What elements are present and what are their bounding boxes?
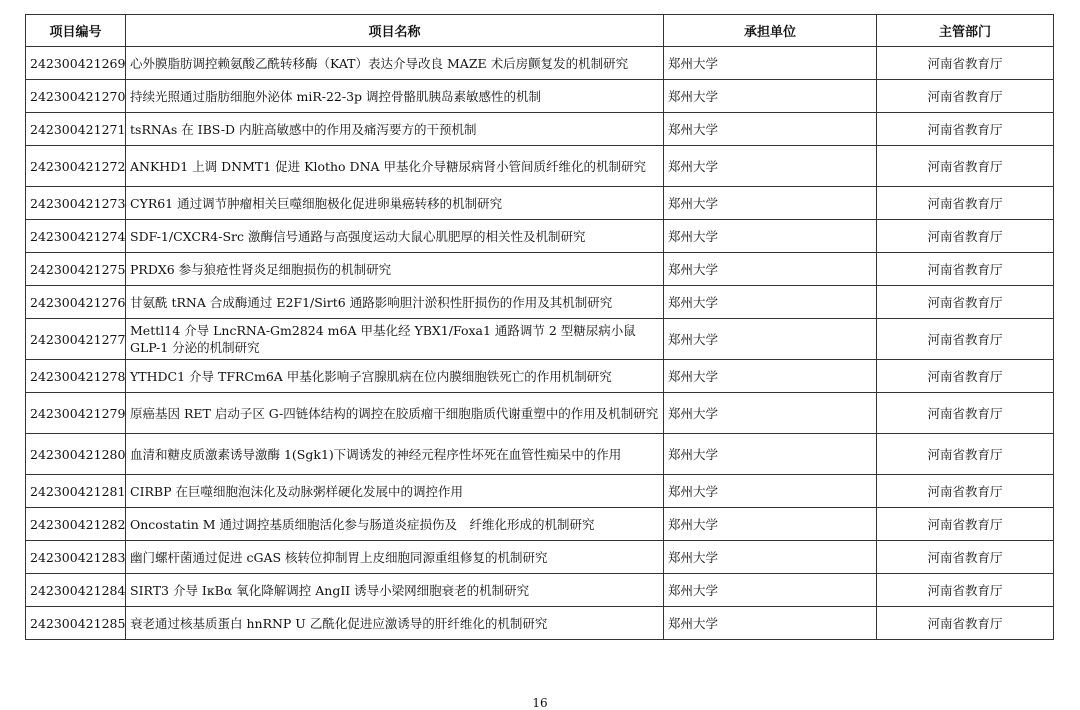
project-name: SDF-1/CXCR4-Src 激酶信号通路与高强度运动大鼠心肌肥厚的相关性及机制研究 xyxy=(126,220,664,253)
header-undertaking-unit: 承担单位 xyxy=(664,15,877,47)
project-code: 242300421273 xyxy=(26,187,126,220)
header-project-name: 项目名称 xyxy=(126,15,664,47)
header-project-code: 项目编号 xyxy=(26,15,126,47)
supervising-dept: 河南省教育厅 xyxy=(877,475,1054,508)
project-code: 242300421280 xyxy=(26,434,126,475)
project-name: 幽门螺杆菌通过促进 cGAS 核转位抑制胃上皮细胞同源重组修复的机制研究 xyxy=(126,541,664,574)
project-code: 242300421282 xyxy=(26,508,126,541)
table-row xyxy=(26,434,1054,475)
table-row xyxy=(26,146,1054,187)
undertaking-unit: 郑州大学 xyxy=(664,434,877,475)
project-code: 242300421279 xyxy=(26,393,126,434)
table-row xyxy=(26,187,1054,220)
project-name: 血清和糖皮质激素诱导激酶 1(Sgk1)下调诱发的神经元程序性坏死在血管性痴呆中的作用 xyxy=(126,434,664,475)
project-name: 衰老通过核基质蛋白 hnRNP U 乙酰化促进应激诱导的肝纤维化的机制研究 xyxy=(126,607,664,640)
table-row xyxy=(26,80,1054,113)
supervising-dept: 河南省教育厅 xyxy=(877,434,1054,475)
table-row xyxy=(26,253,1054,286)
project-code: 242300421272 xyxy=(26,146,126,187)
project-name: PRDX6 参与狼疮性肾炎足细胞损伤的机制研究 xyxy=(126,253,664,286)
table-row xyxy=(26,319,1054,360)
table-row xyxy=(26,393,1054,434)
supervising-dept: 河南省教育厅 xyxy=(877,607,1054,640)
project-name: SIRT3 介导 IκBα 氧化降解调控 AngII 诱导小梁网细胞衰老的机制研究 xyxy=(126,574,664,607)
project-code: 242300421276 xyxy=(26,286,126,319)
project-name: Oncostatin M 通过调控基质细胞活化参与肠道炎症损伤及 纤维化形成的机制研究 xyxy=(126,508,664,541)
project-code: 242300421278 xyxy=(26,360,126,393)
project-code: 242300421281 xyxy=(26,475,126,508)
table-row xyxy=(26,47,1054,80)
undertaking-unit: 郑州大学 xyxy=(664,574,877,607)
project-name: CYR61 通过调节肿瘤相关巨噬细胞极化促进卵巢癌转移的机制研究 xyxy=(126,187,664,220)
page-number: 16 xyxy=(532,696,548,710)
supervising-dept: 河南省教育厅 xyxy=(877,574,1054,607)
project-code: 242300421271 xyxy=(26,113,126,146)
supervising-dept: 河南省教育厅 xyxy=(877,286,1054,319)
undertaking-unit: 郑州大学 xyxy=(664,253,877,286)
project-name: tsRNAs 在 IBS-D 内脏高敏感中的作用及痛泻要方的干预机制 xyxy=(126,113,664,146)
project-code: 242300421275 xyxy=(26,253,126,286)
project-code: 242300421270 xyxy=(26,80,126,113)
undertaking-unit: 郑州大学 xyxy=(664,146,877,187)
undertaking-unit: 郑州大学 xyxy=(664,475,877,508)
table-row xyxy=(26,508,1054,541)
undertaking-unit: 郑州大学 xyxy=(664,319,877,360)
project-code: 242300421284 xyxy=(26,574,126,607)
project-table xyxy=(25,14,1054,640)
table-row xyxy=(26,113,1054,146)
table-row xyxy=(26,607,1054,640)
undertaking-unit: 郑州大学 xyxy=(664,113,877,146)
supervising-dept: 河南省教育厅 xyxy=(877,393,1054,434)
supervising-dept: 河南省教育厅 xyxy=(877,253,1054,286)
header-supervising-dept: 主管部门 xyxy=(877,15,1054,47)
project-code: 242300421269 xyxy=(26,47,126,80)
table-row xyxy=(26,541,1054,574)
undertaking-unit: 郑州大学 xyxy=(664,508,877,541)
undertaking-unit: 郑州大学 xyxy=(664,360,877,393)
supervising-dept: 河南省教育厅 xyxy=(877,146,1054,187)
undertaking-unit: 郑州大学 xyxy=(664,80,877,113)
project-code: 242300421283 xyxy=(26,541,126,574)
project-name: ANKHD1 上调 DNMT1 促进 Klotho DNA 甲基化介导糖尿病肾小管间质纤维化的机制研究 xyxy=(126,146,664,187)
project-name: 心外膜脂肪调控赖氨酸乙酰转移酶（KAT）表达介导改良 MAZE 术后房颤复发的机制研究 xyxy=(126,47,664,80)
undertaking-unit: 郑州大学 xyxy=(664,393,877,434)
supervising-dept: 河南省教育厅 xyxy=(877,80,1054,113)
supervising-dept: 河南省教育厅 xyxy=(877,319,1054,360)
project-code: 242300421285 xyxy=(26,607,126,640)
supervising-dept: 河南省教育厅 xyxy=(877,47,1054,80)
table-row xyxy=(26,574,1054,607)
table-row xyxy=(26,475,1054,508)
supervising-dept: 河南省教育厅 xyxy=(877,508,1054,541)
supervising-dept: 河南省教育厅 xyxy=(877,113,1054,146)
table-header-row xyxy=(26,15,1054,47)
undertaking-unit: 郑州大学 xyxy=(664,541,877,574)
project-code: 242300421274 xyxy=(26,220,126,253)
table-row xyxy=(26,360,1054,393)
supervising-dept: 河南省教育厅 xyxy=(877,360,1054,393)
undertaking-unit: 郑州大学 xyxy=(664,220,877,253)
supervising-dept: 河南省教育厅 xyxy=(877,541,1054,574)
undertaking-unit: 郑州大学 xyxy=(664,607,877,640)
project-code: 242300421277 xyxy=(26,319,126,360)
project-name: 原癌基因 RET 启动子区 G-四链体结构的调控在胶质瘤干细胞脂质代谢重塑中的作用及机制研究 xyxy=(126,393,664,434)
table-row xyxy=(26,220,1054,253)
undertaking-unit: 郑州大学 xyxy=(664,187,877,220)
supervising-dept: 河南省教育厅 xyxy=(877,187,1054,220)
project-name: YTHDC1 介导 TFRCm6A 甲基化影响子宫腺肌病在位内膜细胞铁死亡的作用机制研究 xyxy=(126,360,664,393)
project-name: CIRBP 在巨噬细胞泡沫化及动脉粥样硬化发展中的调控作用 xyxy=(126,475,664,508)
table-row xyxy=(26,286,1054,319)
project-name: Mettl14 介导 LncRNA-Gm2824 m6A 甲基化经 YBX1/Foxa1 通路调节 2 型糖尿病小鼠 GLP-1 分泌的机制研究 xyxy=(126,319,664,360)
supervising-dept: 河南省教育厅 xyxy=(877,220,1054,253)
project-name: 持续光照通过脂肪细胞外泌体 miR-22-3p 调控骨骼肌胰岛素敏感性的机制 xyxy=(126,80,664,113)
undertaking-unit: 郑州大学 xyxy=(664,47,877,80)
undertaking-unit: 郑州大学 xyxy=(664,286,877,319)
project-name: 甘氨酰 tRNA 合成酶通过 E2F1/Sirt6 通路影响胆汁淤积性肝损伤的作用及其机制研究 xyxy=(126,286,664,319)
